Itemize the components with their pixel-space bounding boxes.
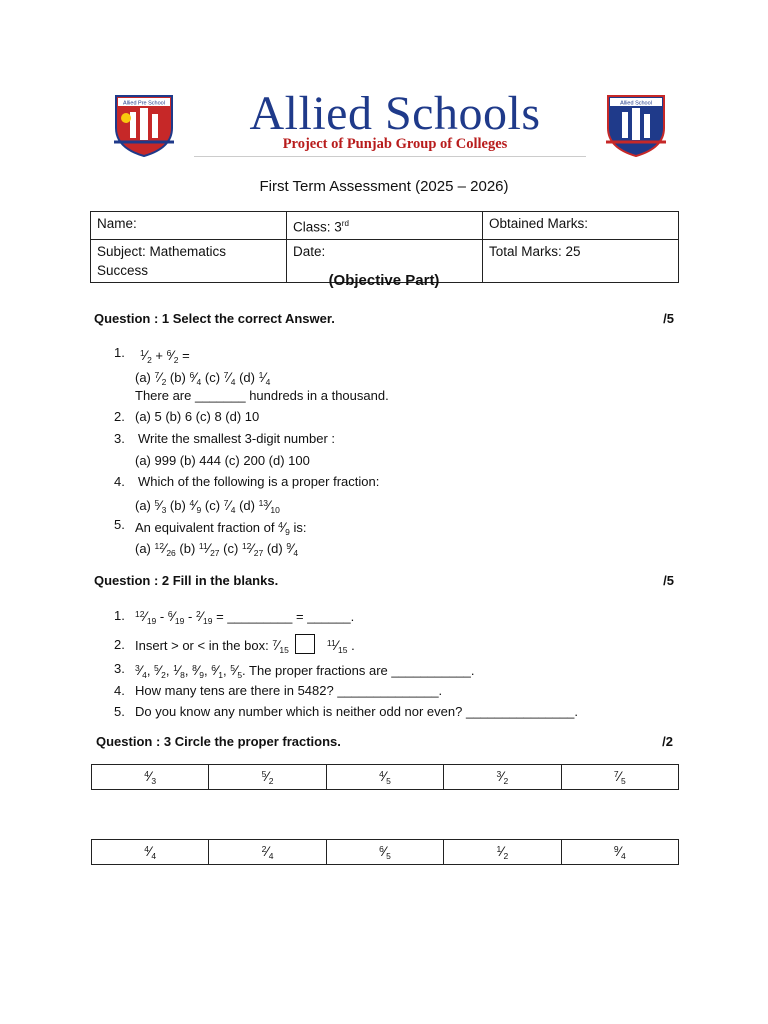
date-cell[interactable]: Date: [287,239,483,282]
obtained-marks-cell[interactable]: Obtained Marks: [483,212,679,240]
question-1-marks: /5 [663,311,674,326]
left-crest-label: Allied Pre School [123,100,165,107]
fraction-cell[interactable]: $^5⁄_2$ [209,765,326,790]
section-heading: (Objective Part) [328,272,440,289]
fraction-cell[interactable]: $^1⁄_2$ [444,840,561,865]
q2-item-1: $^{12}⁄_{19}$ - $^6⁄_{19}$ - $^2⁄_{19}$ = _________ = ______. [135,608,355,626]
fraction-cell[interactable]: $^4⁄_3$ [92,765,209,790]
question-2-heading: Question : 2 Fill in the blanks. /5 [94,573,674,588]
question-3-marks: /2 [662,734,673,749]
school-logo [110,87,670,158]
left-crest-icon [110,92,178,158]
fraction-cell[interactable]: $^3⁄_2$ [444,765,561,790]
brand-name: Allied Schools [249,87,541,140]
fraction-cell[interactable]: $^4⁄_5$ [326,765,443,790]
q2-item-5: Do you know any number which is neither odd nor even? _______________. [135,704,579,719]
q1-item-1: $^1⁄_2$ + $^6⁄_2$ = [140,347,190,365]
q1-item-4: Which of the following is a proper fraction: [138,474,380,489]
q1-item-3-options: (a) 999 (b) 444 (c) 200 (d) 100 [135,453,310,468]
item-number: 4. [114,474,125,489]
q1-item-4-options: (a) $^5⁄_3$ (b) $^4⁄_9$ (c) $^7⁄_4$ (d) $^{13}⁄_{10}$ [135,497,280,515]
subject-cell: Subject: Mathematics Success [91,239,287,282]
brand-divider [194,156,586,157]
q2-item-2: Insert > or < in the box: $^7⁄_{15}^{11}⁄_{15}$ . [135,634,355,659]
fraction-cell[interactable]: $^7⁄_5$ [561,765,678,790]
fraction-grid-row-1 [91,764,679,790]
item-number: 4. [114,683,125,698]
comparison-box[interactable] [295,634,315,654]
fraction-cell[interactable]: $^6⁄_5$ [326,840,443,865]
q1-item-2: (a) 5 (b) 6 (c) 8 (d) 10 [135,409,260,424]
page-title: First Term Assessment (2025 – 2026) [259,178,509,195]
item-number: 1. [114,608,125,623]
question-3-heading: Question : 3 Circle the proper fractions. /2 [96,734,673,749]
fraction-cell[interactable]: $^4⁄_4$ [92,840,209,865]
fraction-cell[interactable]: $^2⁄_4$ [209,840,326,865]
question-2-marks: /5 [663,573,674,588]
right-crest-icon [602,92,670,158]
q2-item-4: How many tens are there in 5482? ______________. [135,683,443,698]
q1-item-3: Write the smallest 3-digit number : [138,431,335,446]
fraction-grid-row-2 [91,839,679,865]
item-number: 5. [114,517,125,532]
q2-item-3: $^3⁄_4$, $^5⁄_2$, $^1⁄_8$, $^8⁄_9$, $^6⁄_1$, $^5⁄_5$. The proper fractions are ___________. [135,662,475,680]
item-number: 5. [114,704,125,719]
q1-item-1-options: (a) $^7⁄_2$ (b) $^6⁄_4$ (c) $^7⁄_4$ (d) $^1⁄_4$ [135,369,271,387]
item-number: 2. [114,637,125,652]
question-1-heading: Question : 1 Select the correct Answer. /5 [94,311,674,326]
item-number: 1. [114,345,125,360]
right-crest-label: Allied School [620,100,652,107]
item-number: 2. [114,409,125,424]
total-marks-cell: Total Marks: 25 [483,239,679,282]
item-number: 3. [114,661,125,676]
name-cell[interactable]: Name: [91,212,287,240]
q1-item-5: An equivalent fraction of $^4⁄_9$ is: [135,519,307,537]
brand-block [190,86,600,153]
q1-item-1-extra: There are _______ hundreds in a thousand. [135,388,389,403]
fraction-cell[interactable]: $^9⁄_4$ [561,840,678,865]
item-number: 3. [114,431,125,446]
q1-item-5-options: (a) $^{12}⁄_{26}$ (b) $^{11}⁄_{27}$ (c) $^{12}⁄_{27}$ (d) $^9⁄_4$ [135,540,299,558]
brand-subtitle: Project of Punjab Group of Colleges [282,136,508,152]
class-cell[interactable]: Class: 3rd [287,212,483,240]
